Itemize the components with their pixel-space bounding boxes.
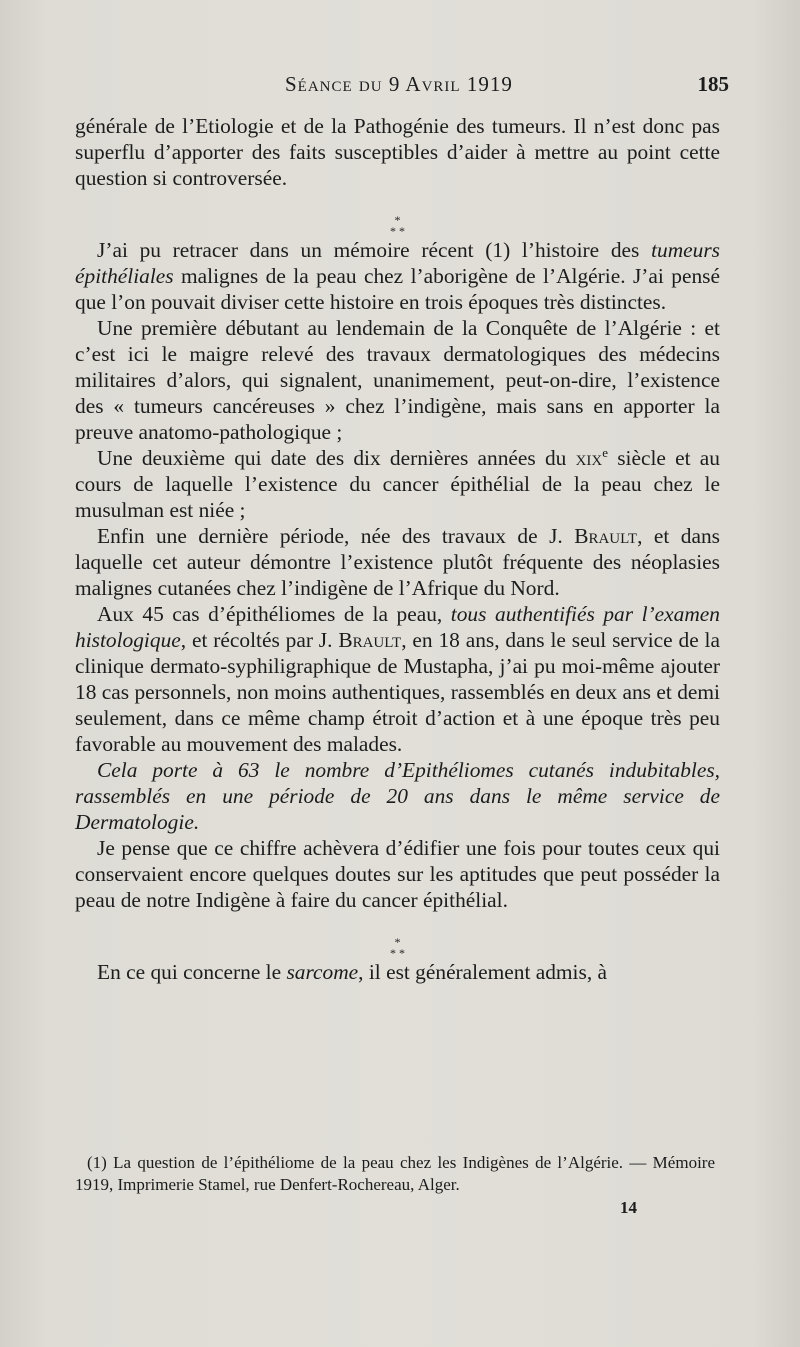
paragraph-2-italic: tumeurs épithéliales [75,238,720,288]
paragraph-6 [75,601,720,757]
footnote-text: (1) La question de l’épithéliome de la peau chez les Indigènes de l’Algérie. — Mémoire 1919, Imprimerie Stamel, rue Denfert-Rochereau, Alger. [75,1153,715,1194]
running-head: Séance du 9 Avril 1919 [285,72,513,96]
paragraph-1: générale de l’Etiologie et de la Pathogénie des tumeurs. Il n’est donc pas superflu d’apporter des faits susceptibles d’aider à mettre au point cette question si controversée. [75,114,720,190]
separator-star-top: * [394,935,401,949]
paragraph-5-author: Brault [574,524,638,548]
paragraph-5 [75,523,720,601]
separator-star-bottom: * * [390,224,405,238]
paragraph-9 [75,959,720,985]
paragraph-2-part-a: J’ai pu retracer dans un mémoire récent (1) l’histoire des [97,238,652,262]
section-separator-1 [75,215,720,237]
page-number: 185 [697,72,729,96]
paragraph-6-part-a: Aux 45 cas d’épithéliomes de la peau, [97,602,451,626]
paragraph-6-italic: tous authentifiés par l’examen histologique [75,602,720,652]
paragraph-6-part-b: , et récoltés par J. [180,628,339,652]
paragraph-7-italic: Cela porte à 63 le nombre d’Epithéliomes cutanés indubitables, rassemblés en une période de 20 ans dans le même service de Dermatologie. [75,758,720,834]
paragraph-8: Je pense que ce chiffre achèvera d’édifier une fois pour toutes ceux qui conservaient encore quelques doutes sur les aptitudes que peut posséder la peau de notre Indigène à faire du cancer épithélial. [75,836,720,912]
paragraph-9-part-a: En ce qui concerne le [97,960,287,984]
page-header [75,72,733,102]
paragraph-9-italic: sarcome [286,960,359,984]
footnote [75,1152,715,1196]
paragraph-4-century: xix [575,446,603,470]
paragraph-4-part-a: Une deuxième qui date des dix dernières années du [97,446,576,470]
paragraph-3: Une première débutant au lendemain de la Conquête de l’Algérie : et c’est ici le maigre relevé des travaux dermatologiques des médecins militaires d’alors, qui signalent, unanimement, peut-on-dire, l’existence des « tumeurs cancéreuses » chez l’indigène, mais sans en apporter la preuve anatomo-pathologique ; [75,316,720,444]
paragraph-6-part-c: , en 18 ans, dans le seul service de la clinique dermato-syphiligraphique de Mustapha, j’ai pu moi-même ajouter 18 cas personnels, non moins authentiques, rassemblés en deux ans et demi seulement, dans ce même champ étroit d’action et à une époque très peu favorable au mouvement des malades. [75,628,720,756]
signature-mark: 14 [620,1198,637,1217]
paragraph-2-part-b: malignes de la peau chez l’aborigène de l’Algérie. J’ai pensé que l’on pouvait diviser cette histoire en trois époques très distinctes. [75,264,720,314]
paragraph-4 [75,445,720,523]
paragraph-5-part-a: Enfin une dernière période, née des travaux de J. [97,524,575,548]
paragraph-4-part-b: siècle et au cours de laquelle l’existence du cancer épithélial de la peau chez le musulman est niée ; [75,446,720,522]
paragraph-9-part-b: , il est généralement admis, à [358,960,608,984]
paragraph-7 [75,757,720,835]
separator-star-bottom: * * [390,946,405,960]
paragraph-4-superscript: e [602,444,609,460]
paragraph-2 [75,237,720,315]
section-separator-2 [75,937,720,959]
paragraph-5-part-b: , et dans laquelle cet auteur démontre l’existence plutôt fréquente des néoplasies malignes cutanées chez l’indigène de l’Afrique du Nord. [75,524,720,600]
body-text [75,113,720,985]
paragraph-6-author: Brault [338,628,402,652]
separator-star-top: * [394,213,401,227]
